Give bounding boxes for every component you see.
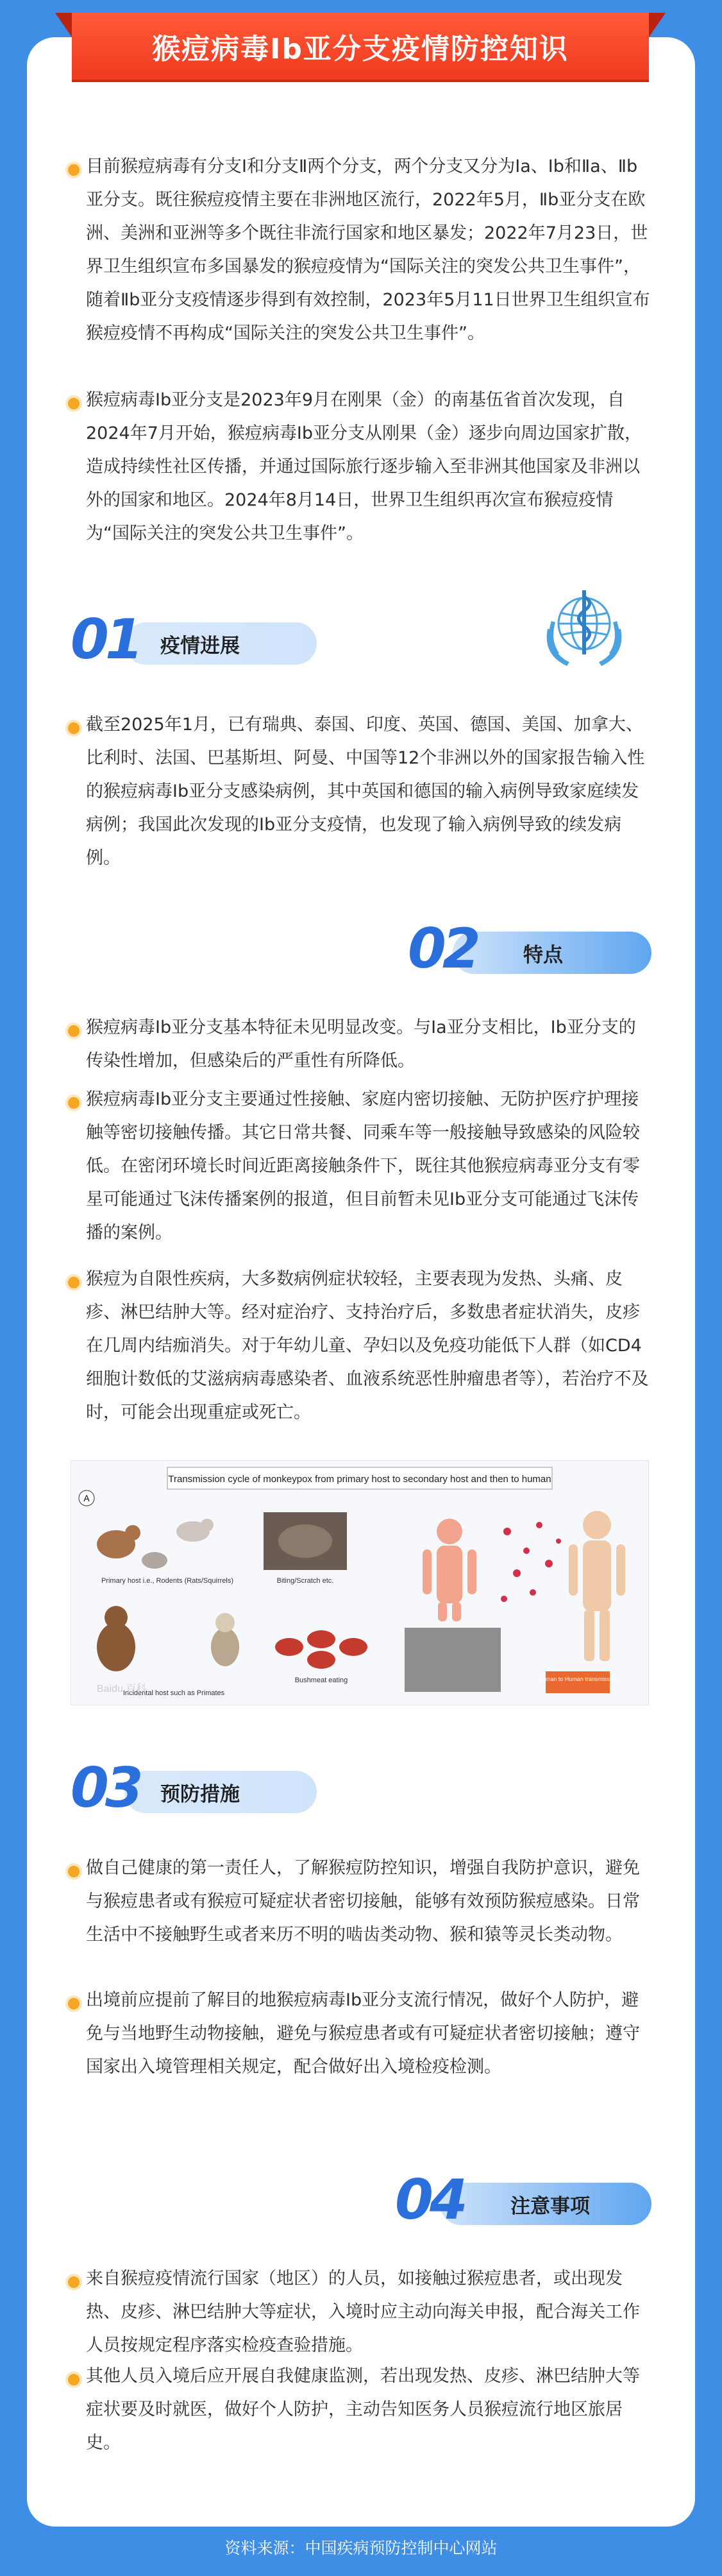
bullet-icon (68, 2276, 80, 2288)
bullet-icon (68, 1866, 80, 1877)
section-item: 来自猴痘疫情流行国家（地区）的人员，如接触过猴痘患者，或出现发热、皮疹、淋巴结肿大等症状，入境时应主动向海关申报，配合海关工作人员按规定程序落实检疫查验措施。 (86, 2269, 640, 2355)
primate-icons (97, 1606, 239, 1671)
title-banner (72, 13, 649, 80)
section-header-03 (71, 1756, 340, 1820)
bushmeat-label: Bushmeat eating (294, 1676, 348, 1684)
bullet-icon (68, 164, 80, 176)
section-label-pill (453, 932, 651, 974)
section-header-01 (71, 608, 340, 672)
human-to-human-label: Human to Human transmission (538, 1676, 617, 1682)
bullet-icon (68, 722, 80, 734)
virus-particles (501, 1522, 561, 1602)
incidental-host-label: Incidental host such as Primates (122, 1689, 225, 1697)
bullet-icon (68, 2374, 80, 2385)
section-item: 截至2025年1月，已有瑞典、泰国、印度、英国、德国、美国、加拿大、比利时、法国、巴基斯坦、阿曼、中国等12个非洲以外的国家报告输入性的猴痘病毒Ⅰb亚分支感染病例，其中英国和德国的输入病例导致家庭续发病例；我国此次发现的Ⅰb亚分支疫情，也发现了输入病例导致的续发病例。 (86, 715, 645, 868)
figure-panel-label: A (83, 1493, 90, 1503)
section-number: 03 (71, 1756, 140, 1820)
section-item: 其他人员入境后应开展自我健康监测，若出现发热、皮疹、淋巴结肿大等症状要及时就医，做好个人防护，主动告知医务人员猴痘流行地区旅居史。 (86, 2366, 640, 2453)
figure-watermark: Baidu 百科 (97, 1684, 147, 1694)
section-header-02 (408, 917, 651, 981)
section-number: 02 (408, 917, 477, 981)
section-item: 猴痘病毒Ⅰb亚分支主要通过性接触、家庭内密切接触、无防护医疗护理接触等密切接触传播。其它日常共餐、同乘车等一般接触导致感染的风险较低。在密闭环境长时间近距离接触条件下，既往其他猴痘病毒亚分支有零星可能通过飞沫传播案例的报道，但目前暂未见Ⅰb亚分支可能通过飞沫传播的案例。 (86, 1089, 640, 1243)
biting-label: Biting/Scratch etc. (276, 1577, 334, 1585)
human-figure-left (423, 1519, 476, 1621)
section-item: 出境前应提前了解目的地猴痘病毒Ⅰb亚分支流行情况，做好个人防护，避免与当地野生动物接触，避免与猴痘患者或有可疑症状者密切接触；遵守国家出入境管理相关规定，配合做好出入境检疫检测。 (86, 1990, 640, 2077)
section-label: 注意事项 (510, 2194, 590, 2218)
section-item: 做自己健康的第一责任人，了解猴痘防控知识，增强自我防护意识，避免与猴痘患者或有猴痘可疑症状者密切接触，能够有效预防猴痘感染。日常生活中不接触野生或者来历不明的啮齿类动物、猴和猿等灵长类动物。 (86, 1858, 640, 1945)
section-label: 特点 (523, 943, 563, 967)
intro-paragraph: 猴痘病毒Ⅰb亚分支是2023年9月在刚果（金）的南基伍省首次发现，自2024年7月开始，猴痘病毒Ⅰb亚分支从刚果（金）逐步向周边国家扩散，造成持续性社区传播，并通过国际旅行逐步输入至非洲其他国家及非洲以外的国家和地区。2024年8月14日，世界卫生组织再次宣布猴痘疫情为“国际关注的突发公共卫生事件”。 (86, 390, 642, 543)
primary-host-label: Primary host i.e., Rodents (Rats/Squirrels) (101, 1577, 234, 1585)
section-label: 预防措施 (160, 1782, 240, 1806)
source-footer: 资料来源：中国疾病预防控制中心网站 (224, 2539, 498, 2557)
transmission-cycle-figure (71, 1460, 649, 1705)
transmission-diagram (71, 1461, 648, 1705)
bushmeat-icons (275, 1630, 367, 1669)
intro-paragraph: 目前猴痘病毒有分支Ⅰ和分支Ⅱ两个分支，两个分支又分为Ⅰa、Ⅰb和Ⅱa、Ⅱb亚分支。既往猴痘疫情主要在非洲地区流行，2022年5月，Ⅱb亚分支在欧洲、美洲和亚洲等多个既往非流行国家和地区暴发；2022年7月23日，世界卫生组织宣布多国暴发的猴痘疫情为“国际关注的突发公共卫生事件”，随着Ⅱb亚分支疫情逐步得到有效控制，2023年5月11日世界卫生组织宣布猴痘疫情不再构成“国际关注的突发公共卫生事件”。 (86, 157, 650, 343)
section-label: 疫情进展 (160, 634, 240, 658)
page-title: 猴痘病毒Ⅰb亚分支疫情防控知识 (152, 33, 569, 65)
section-number: 01 (71, 608, 140, 672)
section-label-pill (124, 1771, 317, 1813)
rodent-icons (97, 1519, 214, 1569)
section-label-pill (440, 2183, 651, 2225)
section-header-04 (395, 2168, 651, 2232)
section-item: 猴痘病毒Ⅰb亚分支基本特征未见明显改变。与Ⅰa亚分支相比，Ⅰb亚分支的传染性增加，但感染后的严重性有所降低。 (86, 1018, 636, 1071)
section-number: 04 (395, 2168, 464, 2232)
section-label-pill (124, 622, 317, 665)
bullet-icon (68, 398, 80, 409)
section-item: 猴痘为自限性疾病，大多数病例症状较轻，主要表现为发热、头痛、皮疹、淋巴结肿大等。经对症治疗、支持治疗后，多数患者症状消失，皮疹在几周内结痂消失。对于年幼儿童、孕妇以及免疫功能低下人群（如CD4细胞计数低的艾滋病病毒感染者、血液系统恶性肿瘤患者等），若治疗不及时，可能会出现重症或死亡。 (86, 1269, 649, 1422)
figure-title: Transmission cycle of monkeypox from primary host to secondary host and then to human (168, 1474, 551, 1485)
bullet-icon (68, 1998, 80, 2009)
bullet-icon (68, 1277, 80, 1288)
bullet-icon (68, 1025, 80, 1037)
bullet-icon (68, 1097, 80, 1109)
human-figure-right (569, 1511, 625, 1661)
who-logo-icon (536, 584, 632, 674)
